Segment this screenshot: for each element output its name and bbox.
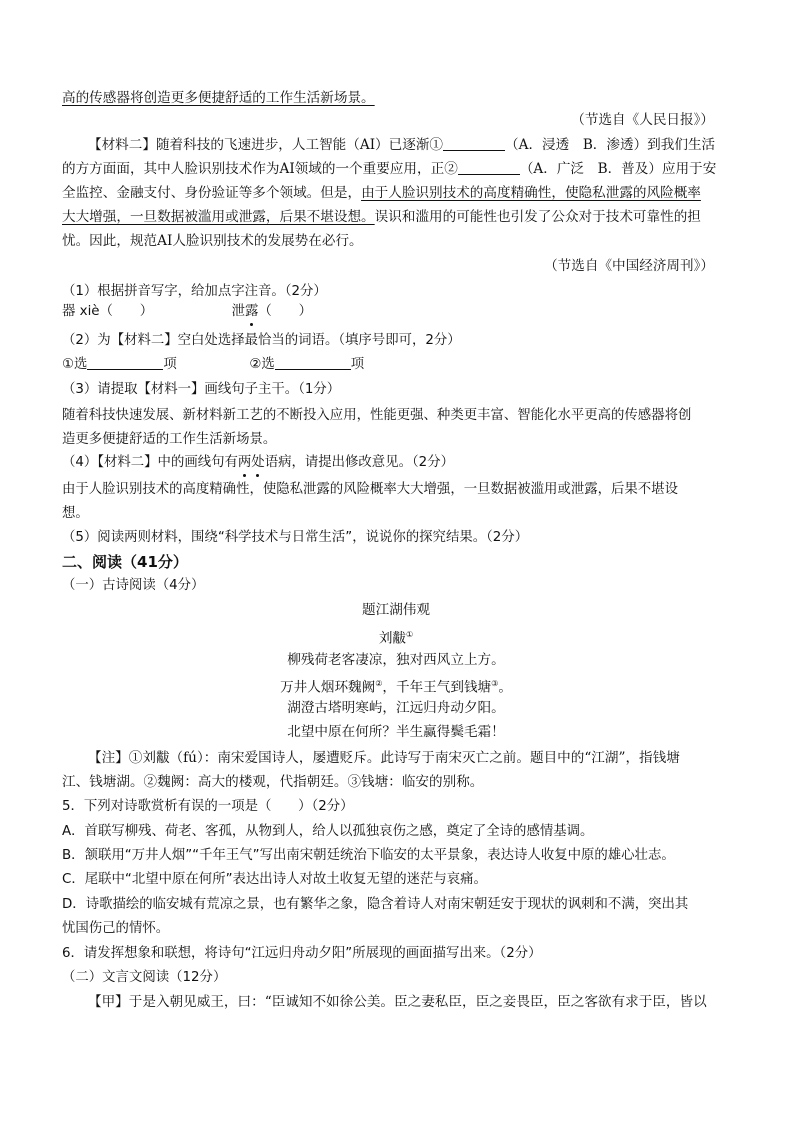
poem-line-2: 万井人烟环魏阙②，千年王气到钱塘③。 [280, 679, 512, 696]
underlined-sentence-part-1: 由于人脸识别技术的高度精确性，使隐私泄露的风险概率 [361, 185, 701, 201]
material-two-line-1: 【材料二】随着科技的飞速进步，人工智能（AI）已逐渐① （A．浸透 B．渗透）到我们生活 [88, 137, 716, 153]
poem-line-3: 湖澄古塔明寒屿，江远归舟动夕阳。 [287, 700, 505, 716]
poem-note-2: 江、钱塘湖。②魏阙：高大的楼观，代指朝廷。③钱塘：临安的别称。 [62, 774, 484, 790]
option-c[interactable]: C．尾联中“北望中原在何所”表达出诗人对故土收复无望的迷茫与哀痛。 [62, 872, 487, 887]
poem-line-1: 柳残荷老客凄凉，独对西风立上方。 [287, 652, 505, 668]
poem-author: 刘黻① [378, 630, 414, 647]
section-two-heading: 二、阅读（41分） [62, 553, 188, 571]
question-4: （4）【材料二】中的画线句有两处语病，请提出修改意见。（2分） [62, 453, 454, 473]
material-two-line-2: 的方方面面，其中人脸识别技术作为AI领域的一个重要应用，正② （A．广泛 B．普及）应用于安 [62, 161, 717, 177]
underlined-sentence-part-2: 大大增强，一旦数据被滥用或泄露，后果不堪设想。 [62, 209, 375, 225]
question-6: 6．请发挥想象和联想，将诗句“江远归舟动夕阳”所展现的画面描写出来。（2分） [62, 946, 542, 961]
subsection-classical: （二）文言文阅读（12分） [62, 970, 227, 985]
answer-xie-lu[interactable]: （ ） [258, 304, 312, 319]
subsection-poem: （一）古诗阅读（4分） [62, 578, 205, 593]
question-3: （3）请提取【材料一】画线句子主干。（1分） [62, 382, 341, 397]
material-two-line-5: 忧。因此，规范AI人脸识别技术的发展势在必行。 [62, 233, 363, 249]
question-2: （2）为【材料二】空白处选择最恰当的词语。（填序号即可，2分） [62, 333, 461, 348]
source-people-daily: （节选自《人民日报》） [571, 112, 714, 128]
material-two-line-3: 全监控、金融支付、身份验证等多个领域。但是，由于人脸识别技术的高度精确性，使隐私泄露的风险概率 [62, 185, 701, 201]
question-4-sentence-1: 由于人脸识别技术的高度精确性，使隐私泄露的风险概率大大增强，一旦数据被滥用或泄露，后果不堪设 [62, 482, 678, 497]
question-1-answers: 器 xiè（ ） 泄露（ ） [62, 302, 312, 322]
option-a[interactable]: A．首联写柳残、荷老、客孤，从物到人，给人以孤独哀伤之感，奠定了全诗的感情基调。 [62, 824, 594, 839]
poem-note-1: 【注】①刘黻（fú）：南宋爱国诗人，屡遭贬斥。此诗写于南宋灭亡之前。题目中的“江湖”，指钱塘 [88, 750, 680, 766]
question-5-poem: 5．下列对诗歌赏析有误的一项是（ ）（2分） [62, 799, 354, 814]
question-5: （5）阅读两则材料，围绕“科学技术与日常生活”，说说你的探究结果。（2分） [62, 530, 529, 545]
dotted-char-lu: 露 [245, 302, 258, 322]
poem-title: 题江湖伟观 [362, 602, 430, 618]
blank-1[interactable] [443, 136, 505, 151]
option-d-line-1[interactable]: D．诗歌描绘的临安城有荒凉之景，也有繁华之象，隐含着诗人对南宋朝廷安于现状的讽刺和不满，突出其 [62, 897, 689, 912]
answer-qi-xie[interactable]: 器 xiè（ ） [62, 304, 154, 319]
question-3-sentence-1: 随着科技快速发展、新材料新工艺的不断投入应用，性能更强、种类更丰富、智能化水平更高的传感器将创 [62, 408, 692, 423]
question-3-sentence-2: 造更多便捷舒适的工作生活新场景。 [62, 432, 277, 447]
source-economic-weekly: （节选自《中国经济周刊》） [544, 258, 714, 274]
question-4-sentence-2: 想。 [62, 506, 89, 521]
option-d-line-2: 忧国伤己的情怀。 [62, 921, 170, 936]
material-two-line-4: 大大增强，一旦数据被滥用或泄露，后果不堪设想。误识和滥用的可能性也引发了公众对于技术可靠性的担 [62, 209, 701, 225]
poem-line-4: 北望中原在何所？半生赢得鬓毛霜！ [287, 724, 505, 740]
material-one-last-line: 高的传感器将创造更多便捷舒适的工作生活新场景。 [62, 90, 375, 106]
question-2-answers: ①选 项 ②选 项 [62, 357, 365, 372]
answer-blank-2[interactable] [275, 355, 351, 370]
question-1: （1）根据拼音写字，给加点字注音。（2分） [62, 284, 327, 299]
classical-text-jia: 【甲】于是入朝见威王，曰：“臣诚知不如徐公美。臣之妻私臣，臣之妾畏臣，臣之客欲有求于臣，皆以 [88, 994, 707, 1010]
option-b[interactable]: B．颔联用“万井人烟”“千年王气”写出南宋朝廷统治下临安的太平景象，表达诗人收复中原的雄心壮志。 [62, 848, 675, 863]
answer-blank-1[interactable] [87, 355, 163, 370]
blank-2[interactable] [458, 160, 520, 175]
